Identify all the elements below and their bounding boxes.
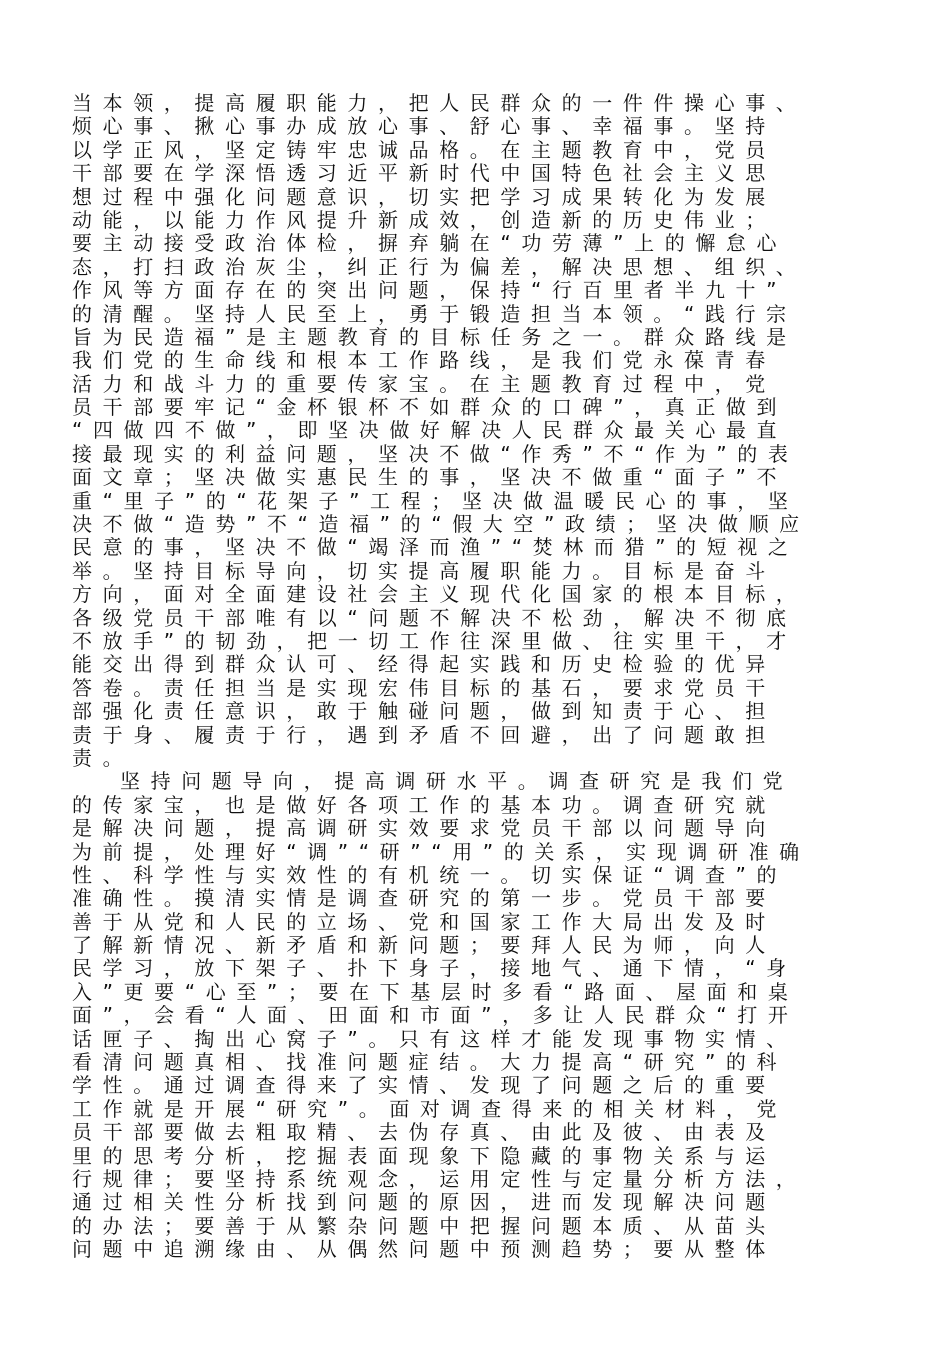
text-line: 的传家宝，也是做好各项工作的基本功。调查研究就 bbox=[72, 792, 776, 817]
text-line: 举。坚持目标导向，切实提高履职能力。目标是奋斗 bbox=[72, 558, 776, 583]
text-line: 的办法；要善于从繁杂问题中把握问题本质、从苗头 bbox=[72, 1213, 776, 1238]
text-line: 部强化责任意识，敢于触碰问题，做到知责于心、担 bbox=[72, 699, 776, 724]
text-line: 学性。通过调查得来了实情、发现了问题之后的重要 bbox=[72, 1073, 776, 1098]
text-line: 面”，会看“人面、田面和市面”，多让人民群众“打开 bbox=[72, 1003, 799, 1028]
text-line: 面文章；坚决做实惠民生的事，坚决不做重“面子”不 bbox=[72, 465, 788, 490]
text-line: 入”更要“心至”；要在下基层时多看“路面、屋面和桌 bbox=[72, 979, 799, 1004]
text-line: 善于从党和人民的立场、党和国家工作大局出发及时 bbox=[72, 909, 776, 934]
text-line: 看清问题真相、找准问题症结。大力提高“研究”的科 bbox=[72, 1050, 788, 1075]
text-line: 各级党员干部唯有以“问题不解决不松劲，解决不彻底 bbox=[72, 605, 797, 630]
text-line: 方向，面对全面建设社会主义现代化国家的根本目标， bbox=[72, 582, 807, 607]
text-line: 通过相关性分析找到问题的原因，进而发现解决问题 bbox=[72, 1190, 776, 1215]
text-line: 民意的事，坚决不做“竭泽而渔”“焚林而猎”的短视之 bbox=[72, 535, 799, 560]
text-line: 动能，以能力作风提升新成效，创造新的历史伟业； bbox=[72, 207, 776, 232]
text-line: 责。 bbox=[72, 745, 134, 770]
text-line: 行规律；要坚持系统观念，运用定性与定量分析方法， bbox=[72, 1166, 807, 1191]
text-line: 重“里子”的“花架子”工程；坚决做温暖民心的事，坚 bbox=[72, 488, 799, 513]
text-line: 为前提，处理好“调”“研”“用”的关系，实现调研准确 bbox=[72, 839, 810, 864]
text-line: 接最现实的利益问题，坚决不做“作秀”不“作为”的表 bbox=[72, 441, 799, 466]
text-line: 问题中追溯缘由、从偶然问题中预测趋势；要从整体 bbox=[72, 1237, 776, 1262]
text-line: 烦心事、揪心事办成放心事、舒心事、幸福事。坚持 bbox=[72, 114, 776, 139]
text-line: 我们党的生命线和根本工作路线，是我们党永葆青春 bbox=[72, 348, 776, 373]
text-line: 旨为民造福”是主题教育的目标任务之一。群众路线是 bbox=[72, 324, 797, 349]
text-line: 是解决问题，提高调研实效要求党员干部以问题导向 bbox=[72, 816, 776, 841]
text-line: 责于身、履责于行，遇到矛盾不回避，出了问题敢担 bbox=[72, 722, 776, 747]
text-line: 员干部要做去粗取精、去伪存真、由此及彼、由表及 bbox=[72, 1120, 776, 1145]
text-line: 作风等方面存在的突出问题，保持“行百里者半九十” bbox=[72, 278, 788, 303]
text-line: 里的思考分析，挖掘表面现象下隐藏的事物关系与运 bbox=[72, 1143, 776, 1168]
paragraph-start-line: 坚持问题导向，提高调研水平。调查研究是我们党 bbox=[120, 769, 794, 794]
text-line: “四做四不做”，即坚决做好解决人民群众最关心最直 bbox=[72, 418, 788, 443]
text-line: 的清醒。坚持人民至上，勇于锻造担当本领。“践行宗 bbox=[72, 301, 797, 326]
text-line: 以学正风，坚定铸牢忠诚品格。在主题教育中，党员 bbox=[72, 137, 776, 162]
text-line: 能交出得到群众认可、经得起实践和历史检验的优异 bbox=[72, 652, 776, 677]
text-line: 员干部要牢记“金杯银杯不如群众的口碑”，真正做到 bbox=[72, 395, 788, 420]
text-line: 答卷。责任担当是实现宏伟目标的基石，要求党员干 bbox=[72, 675, 776, 700]
text-line: 工作就是开展“研究”。面对调查得来的相关材料，党 bbox=[72, 1096, 788, 1121]
text-line: 决不做“造势”不“造福”的“假大空”政绩；坚决做顺应 bbox=[72, 512, 810, 537]
text-line: 准确性。摸清实情是调查研究的第一步。党员干部要 bbox=[72, 886, 776, 911]
text-line: 民学习，放下架子、扑下身子，接地气、通下情，“身 bbox=[72, 956, 797, 981]
text-line: 要主动接受政治体检，摒弃躺在“功劳薄”上的懈怠心 bbox=[72, 231, 788, 256]
text-line: 想过程中强化问题意识，切实把学习成果转化为发展 bbox=[72, 184, 776, 209]
text-line: 了解新情况、新矛盾和新问题；要拜人民为师，向人 bbox=[72, 933, 776, 958]
text-line: 性、科学性与实效性的有机统一。切实保证“调查”的 bbox=[72, 862, 788, 887]
text-line: 干部要在学深悟透习近平新时代中国特色社会主义思 bbox=[72, 161, 776, 186]
text-line: 不放手”的韧劲，把一切工作往深里做、往实里干，才 bbox=[72, 628, 797, 653]
text-line: 当本领，提高履职能力，把人民群众的一件件操心事、 bbox=[72, 91, 807, 115]
document-page bbox=[72, 92, 878, 1262]
text-line: 活力和战斗力的重要传家宝。在主题教育过程中，党 bbox=[72, 371, 776, 396]
text-line: 话匣子、掏出心窝子”。只有这样才能发现事物实情、 bbox=[72, 1026, 797, 1051]
text-line: 态，打扫政治灰尘，纠正行为偏差，解决思想、组织、 bbox=[72, 254, 807, 279]
